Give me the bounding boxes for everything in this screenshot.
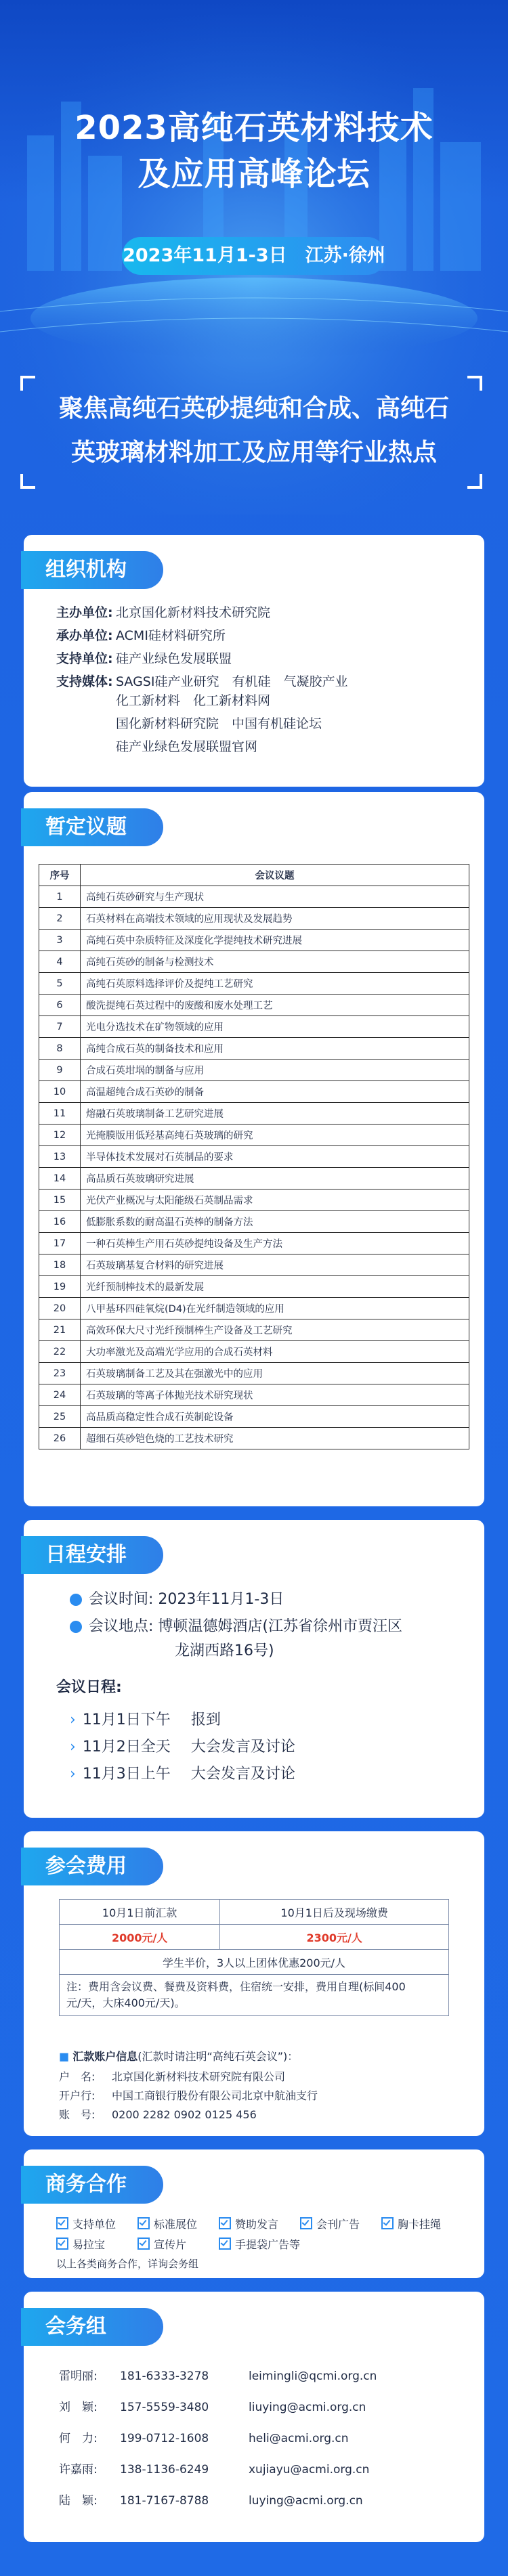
account-header: ■ 汇款账户信息(汇款时请注明“高纯石英会议”)： [59, 2050, 299, 2063]
section-title: 日程安排 [21, 1536, 163, 1574]
org-row [56, 672, 347, 690]
contact-email: liuying@acmi.org.cn [249, 2401, 366, 2414]
check-icon [219, 2237, 231, 2250]
chevron-icon: › [70, 1739, 76, 1755]
check-icon [56, 2217, 68, 2229]
agenda-no: 6 [39, 995, 81, 1016]
agenda-topic: 光电分选技术在矿物领域的应用 [81, 1016, 469, 1038]
org-value: SAGSI硅产业研究 有机硅 气凝胶产业 [116, 674, 348, 689]
contact-phone: 138-1136-6249 [120, 2463, 209, 2476]
agenda-no: 13 [39, 1146, 81, 1168]
coop-item [219, 2236, 300, 2252]
bracket-corner [20, 474, 35, 489]
col-header-topic: 会议议题 [81, 865, 469, 886]
agenda-no: 22 [39, 1341, 81, 1363]
table-row [39, 1254, 469, 1276]
agenda-no: 14 [39, 1168, 81, 1189]
check-icon [56, 2237, 68, 2250]
coop-label: 胸卡挂绳 [398, 2218, 442, 2231]
media-list [116, 689, 322, 758]
org-label: 承办单位: [56, 628, 113, 643]
clock-icon [70, 1594, 82, 1606]
coop-label: 宣传片 [154, 2238, 187, 2251]
coop-label: 手提袋广告等 [235, 2238, 301, 2251]
coop-card [24, 2149, 484, 2278]
agenda-no: 2 [39, 908, 81, 930]
contact-row [59, 2460, 425, 2476]
table-row [39, 908, 469, 930]
table-row [39, 1016, 469, 1038]
schedule-card [24, 1520, 484, 1818]
contact-email: xujiayu@acmi.org.cn [249, 2463, 370, 2476]
coop-label: 易拉宝 [72, 2238, 106, 2251]
agenda-topic: 高纯石英砂研究与生产现状 [81, 886, 469, 908]
contact-name: 雷明丽: [59, 2370, 98, 2383]
org-row [56, 649, 232, 667]
time-value: 2023年11月1-3日 [158, 1591, 284, 1608]
contact-email: luying@acmi.org.cn [249, 2494, 363, 2508]
account-value: 北京国化新材料技术研究院有限公司 [112, 2070, 286, 2083]
table-row [39, 1168, 469, 1189]
fee-table [59, 1899, 449, 2016]
agenda-topic: 低膨胀系数的耐高温石英棒的制备方法 [81, 1211, 469, 1233]
agenda-no: 24 [39, 1384, 81, 1406]
agenda-topic: 高品质高稳定性合成石英制砣设备 [81, 1406, 469, 1428]
table-row [39, 1384, 469, 1406]
chevron-icon: › [70, 1711, 76, 1728]
agenda-topic: 超细石英砂铠色烧的工艺技术研究 [81, 1428, 469, 1449]
agenda-topic: 高效环保大尺寸光纤预制棒生产设备及工艺研究 [81, 1319, 469, 1341]
table-row [39, 1125, 469, 1146]
agenda-topic: 光伏产业概况与太阳能级石英制品需求 [81, 1189, 469, 1211]
org-label: 主办单位: [56, 605, 113, 620]
org-value: 北京国化新材料技术研究院 [116, 605, 271, 620]
contact-phone: 181-6333-3278 [120, 2370, 209, 2383]
contact-row [59, 2397, 425, 2414]
hero-title-line2: 及应用高峰论坛 [137, 155, 371, 193]
agenda-topic: 合成石英坩埚的制备与应用 [81, 1060, 469, 1081]
agenda-no: 18 [39, 1254, 81, 1276]
table-row [39, 1103, 469, 1125]
table-row [39, 1211, 469, 1233]
location-pin-icon [70, 1621, 82, 1633]
table-row [39, 1341, 469, 1363]
col-header-no: 序号 [39, 865, 81, 886]
media-line: 国化新材料研究院 中国有机硅论坛 [116, 716, 322, 731]
contact-row [59, 2428, 425, 2445]
coop-item [137, 2236, 186, 2252]
day-row [70, 1762, 295, 1783]
agenda-topic: 高纯石英原料选择评价及提纯工艺研究 [81, 973, 469, 995]
table-row [39, 951, 469, 973]
account-title: 汇款账户信息 [72, 2050, 138, 2063]
focus-line2: 英玻璃材料加工及应用等行业热点 [70, 439, 437, 466]
table-row [39, 1233, 469, 1254]
agenda-no: 12 [39, 1125, 81, 1146]
check-icon [137, 2237, 150, 2250]
account-label: 账 号: [59, 2108, 96, 2121]
fee-card [24, 1831, 484, 2136]
agenda-no: 19 [39, 1276, 81, 1298]
table-row [39, 1081, 469, 1103]
bracket-corner [467, 376, 482, 391]
place-label: 会议地点: [89, 1618, 154, 1635]
check-icon [300, 2217, 312, 2229]
hero-banner [0, 0, 508, 515]
agenda-no: 1 [39, 886, 81, 908]
contact-name: 陆 颖: [59, 2494, 98, 2508]
fee-col-late: 10月1日后及现场缴费 [220, 1900, 449, 1925]
agenda-topic: 石英玻璃的等离子体抛光技术研究现状 [81, 1384, 469, 1406]
agenda-topic: 光掩膜版用低羟基高纯石英玻璃的研究 [81, 1125, 469, 1146]
agenda-no: 23 [39, 1363, 81, 1384]
focus-line1: 聚焦高纯石英砂提纯和合成、高纯石 [58, 395, 449, 422]
check-icon [137, 2217, 150, 2229]
agenda-no: 11 [39, 1103, 81, 1125]
agenda-no: 4 [39, 951, 81, 973]
table-row [39, 1406, 469, 1428]
day-event: 报到 [190, 1711, 221, 1728]
date-location-pill: 2023年11月1-3日 江苏·徐州 [122, 237, 386, 275]
fee-note-line: 元/天，大床400元/天)。 [66, 1996, 186, 2009]
price-early: 2000元/人 [60, 1925, 220, 1950]
agenda-topic: 高温超纯合成石英砂的制备 [81, 1081, 469, 1103]
coop-item [56, 2236, 105, 2252]
agenda-topic: 石英玻璃基复合材料的研究进展 [81, 1254, 469, 1276]
coop-label: 标准展位 [154, 2218, 198, 2231]
agenda-no: 3 [39, 930, 81, 951]
meeting-time [70, 1588, 284, 1609]
account-row [59, 2068, 285, 2084]
agenda-topic: 光纤预制棒技术的最新发展 [81, 1276, 469, 1298]
student-note: 学生半价，3人以上团体优惠200元/人 [60, 1950, 449, 1975]
day-event: 大会发言及讨论 [190, 1766, 295, 1783]
agenda-no: 10 [39, 1081, 81, 1103]
coop-item [56, 2216, 116, 2231]
bracket-corner [467, 474, 482, 489]
contact-row [59, 2366, 425, 2383]
agenda-topic: 八甲基环四硅氧烷(D4)在光纤制造领域的应用 [81, 1298, 469, 1319]
table-row [39, 1363, 469, 1384]
coop-item [137, 2216, 197, 2231]
agenda-topic: 熔融石英玻璃制备工艺研究进展 [81, 1103, 469, 1125]
contact-phone: 181-7167-8788 [120, 2494, 209, 2508]
table-row [39, 1189, 469, 1211]
agenda-no: 26 [39, 1428, 81, 1449]
agenda-no: 7 [39, 1016, 81, 1038]
agenda-topic: 一种石英棒生产用石英砂提纯设备及生产方法 [81, 1233, 469, 1254]
account-label: 户 名: [59, 2070, 96, 2083]
org-row [56, 626, 226, 644]
section-title: 组织机构 [21, 551, 163, 589]
table-row [39, 1146, 469, 1168]
fee-note-line: 注：费用含会议费、餐费及资料费，住宿统一安排，费用自理(标间400 [66, 1980, 406, 1993]
contact-name: 许嘉雨: [59, 2463, 98, 2476]
agenda-topic: 石英玻璃制备工艺及其在强激光中的应用 [81, 1363, 469, 1384]
day-row [70, 1735, 295, 1756]
day-row [70, 1708, 221, 1729]
account-value: 0200 2282 0902 0125 456 [112, 2108, 257, 2121]
coop-item [381, 2216, 441, 2231]
agenda-topic: 半导体技术发展对石英制品的要求 [81, 1146, 469, 1168]
agenda-topic: 高纯合成石英的制备技术和应用 [81, 1038, 469, 1060]
contact-email: heli@acmi.org.cn [249, 2432, 349, 2445]
check-icon [219, 2217, 231, 2229]
bracket-corner [20, 376, 35, 391]
contact-phone: 157-5559-3480 [120, 2401, 209, 2414]
agenda-no: 17 [39, 1233, 81, 1254]
contact-email: leimingli@qcmi.org.cn [249, 2370, 377, 2383]
place-value: 博顿温德姆酒店(江苏省徐州市贾汪区 [158, 1618, 403, 1635]
agenda-no: 5 [39, 973, 81, 995]
agenda-topic: 石英材料在高端技术领域的应用现状及发展趋势 [81, 908, 469, 930]
day-label: 11月3日上午 [82, 1766, 171, 1783]
place-value-line2: 龙湖西路16号) [175, 1642, 274, 1659]
org-label: 支持单位: [56, 651, 113, 666]
table-row [39, 930, 469, 951]
day-event: 大会发言及讨论 [190, 1739, 295, 1755]
contact-name: 何 力: [59, 2432, 98, 2445]
account-hint: (汇款时请注明“高纯石英会议”)： [137, 2050, 299, 2063]
table-row [39, 1298, 469, 1319]
account-row [59, 2106, 257, 2122]
contact-phone: 199-0712-1608 [120, 2432, 209, 2445]
media-line: 硅产业绿色发展联盟官网 [116, 739, 258, 754]
account-label: 开户行: [59, 2089, 96, 2102]
agenda-topic: 高纯石英砂的制备与检测技术 [81, 951, 469, 973]
section-title: 暂定议题 [21, 808, 163, 846]
agenda-no: 20 [39, 1298, 81, 1319]
table-row [39, 1319, 469, 1341]
coop-item [219, 2216, 278, 2231]
agenda-no: 9 [39, 1060, 81, 1081]
table-row [39, 1038, 469, 1060]
coop-note: 以上各类商务合作，详询会务组 [56, 2258, 199, 2270]
org-row [56, 603, 270, 621]
org-label: 支持媒体: [56, 674, 113, 689]
org-value: ACMI硅材料研究所 [116, 628, 226, 643]
meeting-place [70, 1615, 402, 1636]
agenda-card [24, 792, 484, 1506]
agenda-table [39, 864, 469, 1449]
agenda-subtitle: 会议日程: [56, 1679, 122, 1696]
section-title: 参会费用 [21, 1848, 163, 1885]
account-row [59, 2087, 318, 2103]
section-title: 会务组 [21, 2308, 163, 2346]
media-line: 化工新材料 化工新材料网 [116, 693, 271, 708]
table-row [39, 995, 469, 1016]
fee-note [60, 1975, 449, 2016]
agenda-topic: 高品质石英玻璃研究进展 [81, 1168, 469, 1189]
agenda-no: 8 [39, 1038, 81, 1060]
table-row [39, 973, 469, 995]
time-label: 会议时间: [89, 1591, 154, 1608]
agenda-topic: 大功率激光及高端光学应用的合成石英材料 [81, 1341, 469, 1363]
agenda-no: 21 [39, 1319, 81, 1341]
agenda-no: 15 [39, 1189, 81, 1211]
account-value: 中国工商银行股份有限公司北京中航油支行 [112, 2089, 318, 2102]
table-row [39, 1428, 469, 1449]
chevron-icon: › [70, 1766, 76, 1783]
contact-row [59, 2491, 425, 2508]
coop-label: 赞助发言 [235, 2218, 279, 2231]
table-row [39, 1060, 469, 1081]
agenda-no: 25 [39, 1406, 81, 1428]
contacts-card [24, 2292, 484, 2542]
org-value: 硅产业绿色发展联盟 [116, 651, 232, 666]
coop-label: 支持单位 [72, 2218, 117, 2231]
hero-title-line1: 2023高纯石英材料技术 [75, 109, 433, 147]
day-label: 11月2日全天 [82, 1739, 171, 1755]
fee-col-early: 10月1日前汇款 [60, 1900, 220, 1925]
agenda-topic: 酸洗提纯石英过程中的废酸和废水处理工艺 [81, 995, 469, 1016]
check-icon [381, 2217, 394, 2229]
agenda-topic: 高纯石英中杂质特征及深度化学提纯技术研究进展 [81, 930, 469, 951]
coop-item [300, 2216, 360, 2231]
table-row [39, 1276, 469, 1298]
price-late: 2300元/人 [220, 1925, 449, 1950]
day-label: 11月1日下午 [82, 1711, 171, 1728]
coop-label: 会刊广告 [316, 2218, 360, 2231]
agenda-no: 16 [39, 1211, 81, 1233]
org-card [24, 535, 484, 787]
section-title: 商务合作 [21, 2166, 163, 2204]
contact-name: 刘 颖: [59, 2401, 98, 2414]
table-row [39, 886, 469, 908]
